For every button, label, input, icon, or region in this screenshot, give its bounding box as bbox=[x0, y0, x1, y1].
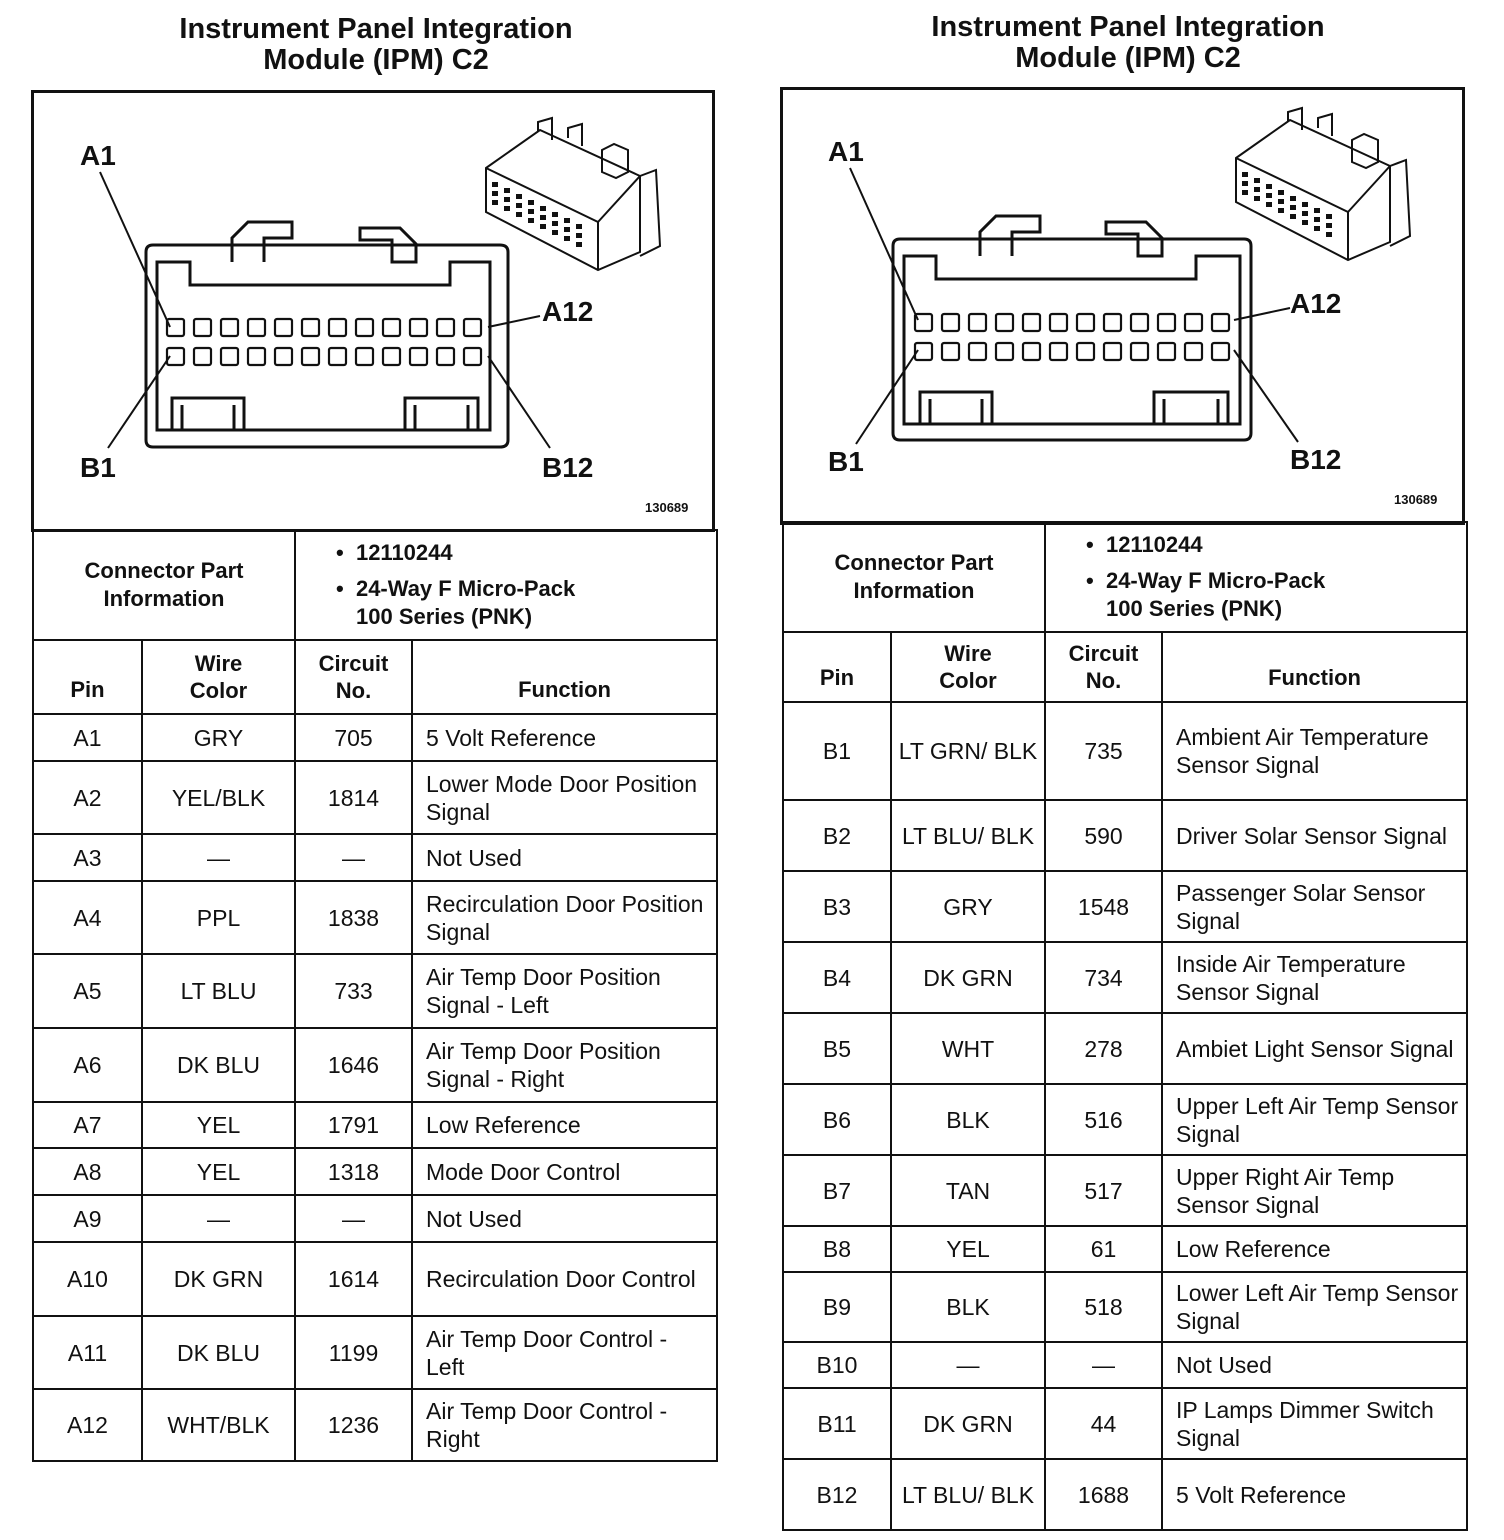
pin-cavity bbox=[942, 343, 959, 360]
pin-cavity bbox=[996, 343, 1013, 360]
connector-diagram bbox=[752, 0, 1504, 540]
table-row bbox=[33, 1316, 717, 1389]
iso-cavity bbox=[528, 209, 534, 214]
pin-cavity bbox=[383, 319, 400, 336]
function-cell: Air Temp Door Control - Right bbox=[412, 1389, 717, 1461]
circuit-cell: 1199 bbox=[295, 1316, 412, 1389]
wire-cell: GRY bbox=[142, 714, 295, 761]
pin-cell: B1 bbox=[783, 702, 891, 800]
table-row bbox=[33, 714, 717, 761]
iso-cavity bbox=[576, 233, 582, 238]
pin-cavity bbox=[167, 319, 184, 336]
iso-cavity bbox=[504, 197, 510, 202]
function-cell: Passenger Solar Sensor Signal bbox=[1162, 871, 1467, 942]
wire-cell: — bbox=[142, 834, 295, 881]
header-row bbox=[783, 632, 1467, 702]
wire-cell: — bbox=[891, 1342, 1045, 1388]
function-cell: Mode Door Control bbox=[412, 1148, 717, 1195]
pin-cavity bbox=[437, 319, 454, 336]
circuit-cell: — bbox=[295, 834, 412, 881]
pin-cell: B10 bbox=[783, 1342, 891, 1388]
iso-cavity bbox=[528, 218, 534, 223]
header-wire-color: Wire Color bbox=[142, 640, 295, 714]
pin-cell: B4 bbox=[783, 942, 891, 1013]
pin-cell: A11 bbox=[33, 1316, 142, 1389]
label-bottom-left: B1 bbox=[828, 446, 864, 477]
circuit-cell: 61 bbox=[1045, 1226, 1162, 1272]
iso-cavity bbox=[516, 212, 522, 217]
iso-cavity bbox=[1278, 208, 1284, 213]
figure-number: 130689 bbox=[645, 500, 689, 515]
pin-cavity bbox=[1077, 343, 1094, 360]
function-cell: Not Used bbox=[1162, 1342, 1467, 1388]
iso-cavity bbox=[564, 236, 570, 241]
wire-cell: WHT bbox=[891, 1013, 1045, 1084]
iso-cavity bbox=[564, 227, 570, 232]
iso-cavity bbox=[1290, 196, 1296, 201]
iso-cavity bbox=[1314, 217, 1320, 222]
wire-cell: LT BLU/ BLK bbox=[891, 1459, 1045, 1530]
connector-info-label: Connector Part Information bbox=[783, 522, 1045, 632]
iso-cavity bbox=[552, 221, 558, 226]
iso-cavity bbox=[1290, 214, 1296, 219]
function-cell: Ambiet Light Sensor Signal bbox=[1162, 1013, 1467, 1084]
circuit-cell: 734 bbox=[1045, 942, 1162, 1013]
iso-cavity bbox=[504, 188, 510, 193]
pin-cell: B7 bbox=[783, 1155, 891, 1226]
iso-cavity bbox=[576, 224, 582, 229]
circuit-cell: 518 bbox=[1045, 1272, 1162, 1342]
pin-cavity bbox=[221, 348, 238, 365]
iso-cavity bbox=[528, 200, 534, 205]
pin-cell: B3 bbox=[783, 871, 891, 942]
header-function: Function bbox=[412, 640, 717, 714]
wire-cell: PPL bbox=[142, 881, 295, 954]
table-row bbox=[33, 954, 717, 1028]
header-wire-color: Wire Color bbox=[891, 632, 1045, 702]
function-cell: Lower Mode Door Position Signal bbox=[412, 761, 717, 834]
circuit-cell: 590 bbox=[1045, 800, 1162, 871]
circuit-cell: 44 bbox=[1045, 1388, 1162, 1459]
iso-cavity bbox=[1242, 181, 1248, 186]
pin-cell: A2 bbox=[33, 761, 142, 834]
header-function: Function bbox=[1162, 632, 1467, 702]
pinout-table bbox=[782, 521, 1468, 1531]
iso-cavity bbox=[1278, 199, 1284, 204]
header-pin: Pin bbox=[33, 640, 142, 714]
pin-cavity bbox=[221, 319, 238, 336]
pin-cavities bbox=[167, 319, 481, 365]
wire-cell: GRY bbox=[891, 871, 1045, 942]
iso-cavity bbox=[1290, 205, 1296, 210]
function-cell: Not Used bbox=[412, 834, 717, 881]
table-row bbox=[33, 834, 717, 881]
function-cell: Not Used bbox=[412, 1195, 717, 1242]
pin-cell: A8 bbox=[33, 1148, 142, 1195]
wire-cell: — bbox=[142, 1195, 295, 1242]
pin-cell: A7 bbox=[33, 1102, 142, 1148]
iso-cavity bbox=[504, 206, 510, 211]
wire-cell: DK GRN bbox=[891, 942, 1045, 1013]
function-cell: Upper Left Air Temp Sensor Signal bbox=[1162, 1084, 1467, 1155]
table-row bbox=[33, 1242, 717, 1316]
function-cell: 5 Volt Reference bbox=[1162, 1459, 1467, 1530]
iso-cavity bbox=[1254, 196, 1260, 201]
wire-cell: YEL bbox=[142, 1148, 295, 1195]
wire-cell: WHT/BLK bbox=[142, 1389, 295, 1461]
circuit-cell: — bbox=[295, 1195, 412, 1242]
function-cell: Driver Solar Sensor Signal bbox=[1162, 800, 1467, 871]
circuit-cell: — bbox=[1045, 1342, 1162, 1388]
label-top-right: A12 bbox=[1290, 288, 1342, 319]
connector-info-label: Connector Part Information bbox=[33, 530, 295, 640]
iso-cavity bbox=[1242, 172, 1248, 177]
table-row bbox=[33, 1148, 717, 1195]
function-cell: Air Temp Door Control - Left bbox=[412, 1316, 717, 1389]
iso-cavity bbox=[576, 242, 582, 247]
table-row bbox=[783, 1272, 1467, 1342]
connector-info-value: • 12110244 • 24-Way F Micro-Pack 100 Series (PNK) bbox=[295, 530, 717, 640]
pin-cavity bbox=[1212, 314, 1229, 331]
function-cell: Recirculation Door Position Signal bbox=[412, 881, 717, 954]
connector-info-row bbox=[783, 522, 1467, 632]
pin-cavity bbox=[194, 319, 211, 336]
table-row bbox=[783, 1226, 1467, 1272]
circuit-cell: 1236 bbox=[295, 1389, 412, 1461]
iso-cavity bbox=[1302, 220, 1308, 225]
table-row bbox=[33, 1389, 717, 1461]
table-row bbox=[783, 871, 1467, 942]
pin-cavity bbox=[1158, 314, 1175, 331]
pin-cavity bbox=[1104, 343, 1121, 360]
pin-cell: B11 bbox=[783, 1388, 891, 1459]
pin-cavity bbox=[1131, 314, 1148, 331]
wire-cell: DK GRN bbox=[891, 1388, 1045, 1459]
function-cell: Inside Air Temperature Sensor Signal bbox=[1162, 942, 1467, 1013]
pin-cell: A3 bbox=[33, 834, 142, 881]
table-row bbox=[783, 800, 1467, 871]
iso-cavity bbox=[540, 224, 546, 229]
wire-cell: DK BLU bbox=[142, 1316, 295, 1389]
iso-cavity bbox=[492, 191, 498, 196]
table-row bbox=[783, 1459, 1467, 1530]
iso-cavity bbox=[1266, 202, 1272, 207]
pin-cavity bbox=[302, 319, 319, 336]
function-cell: Low Reference bbox=[412, 1102, 717, 1148]
pin-cavity bbox=[464, 348, 481, 365]
pin-cavity bbox=[410, 348, 427, 365]
pin-cell: A12 bbox=[33, 1389, 142, 1461]
pin-cavities bbox=[915, 314, 1229, 360]
pin-cell: A5 bbox=[33, 954, 142, 1028]
pin-cell: A6 bbox=[33, 1028, 142, 1102]
table-row bbox=[783, 1342, 1467, 1388]
iso-cavity bbox=[540, 206, 546, 211]
pin-cavity bbox=[1185, 314, 1202, 331]
iso-cavity bbox=[564, 218, 570, 223]
pin-cell: A9 bbox=[33, 1195, 142, 1242]
pin-cavity bbox=[194, 348, 211, 365]
iso-cavity bbox=[1254, 178, 1260, 183]
pin-cavity bbox=[356, 319, 373, 336]
circuit-cell: 516 bbox=[1045, 1084, 1162, 1155]
function-cell: Lower Left Air Temp Sensor Signal bbox=[1162, 1272, 1467, 1342]
panel-title: Instrument Panel Integration Module (IPM) C2 bbox=[931, 11, 1325, 74]
function-cell: Ambient Air Temperature Sensor Signal bbox=[1162, 702, 1467, 800]
circuit-cell: 733 bbox=[295, 954, 412, 1028]
pin-cavity bbox=[1185, 343, 1202, 360]
pin-cavity bbox=[356, 348, 373, 365]
iso-cavity bbox=[1266, 184, 1272, 189]
iso-cavity bbox=[1314, 208, 1320, 213]
pin-cavity bbox=[248, 319, 265, 336]
pin-cavity bbox=[1050, 314, 1067, 331]
iso-cavity bbox=[1326, 232, 1332, 237]
pin-cavity bbox=[942, 314, 959, 331]
circuit-cell: 1614 bbox=[295, 1242, 412, 1316]
wire-cell: YEL bbox=[891, 1226, 1045, 1272]
pinout-rows bbox=[783, 702, 1467, 1530]
function-cell: Low Reference bbox=[1162, 1226, 1467, 1272]
circuit-cell: 1548 bbox=[1045, 871, 1162, 942]
function-cell: Upper Right Air Temp Sensor Signal bbox=[1162, 1155, 1467, 1226]
right-panel bbox=[752, 0, 1504, 1540]
iso-cavity bbox=[516, 194, 522, 199]
pin-cavity bbox=[383, 348, 400, 365]
pin-cell: B9 bbox=[783, 1272, 891, 1342]
iso-cavity bbox=[1266, 193, 1272, 198]
wire-cell: YEL/BLK bbox=[142, 761, 295, 834]
function-cell: Recirculation Door Control bbox=[412, 1242, 717, 1316]
circuit-cell: 278 bbox=[1045, 1013, 1162, 1084]
wire-cell: BLK bbox=[891, 1084, 1045, 1155]
function-cell: Air Temp Door Position Signal - Right bbox=[412, 1028, 717, 1102]
table-row bbox=[783, 1013, 1467, 1084]
table-row bbox=[783, 1084, 1467, 1155]
pin-cavity bbox=[996, 314, 1013, 331]
pin-cavity bbox=[410, 319, 427, 336]
pin-cavity bbox=[1212, 343, 1229, 360]
label-top-left: A1 bbox=[80, 140, 116, 171]
circuit-cell: 517 bbox=[1045, 1155, 1162, 1226]
iso-cavity bbox=[1302, 211, 1308, 216]
table-row bbox=[33, 1028, 717, 1102]
circuit-cell: 1814 bbox=[295, 761, 412, 834]
iso-cavity bbox=[492, 182, 498, 187]
pin-cavity bbox=[1023, 343, 1040, 360]
pin-cavity bbox=[275, 319, 292, 336]
table-row bbox=[33, 881, 717, 954]
circuit-cell: 705 bbox=[295, 714, 412, 761]
iso-cavity bbox=[492, 200, 498, 205]
function-cell: IP Lamps Dimmer Switch Signal bbox=[1162, 1388, 1467, 1459]
iso-cavity bbox=[552, 212, 558, 217]
function-cell: Air Temp Door Position Signal - Left bbox=[412, 954, 717, 1028]
pin-cavity bbox=[329, 348, 346, 365]
pin-cavity bbox=[969, 343, 986, 360]
circuit-cell: 1838 bbox=[295, 881, 412, 954]
wire-cell: BLK bbox=[891, 1272, 1045, 1342]
connector-info-value: • 12110244 • 24-Way F Micro-Pack 100 Series (PNK) bbox=[1045, 522, 1467, 632]
pin-cell: B2 bbox=[783, 800, 891, 871]
function-cell: 5 Volt Reference bbox=[412, 714, 717, 761]
wire-cell: LT GRN/ BLK bbox=[891, 702, 1045, 800]
wire-cell: TAN bbox=[891, 1155, 1045, 1226]
figure-number: 130689 bbox=[1394, 492, 1438, 507]
pin-cell: B5 bbox=[783, 1013, 891, 1084]
header-pin: Pin bbox=[783, 632, 891, 702]
iso-cavity bbox=[1326, 223, 1332, 228]
pin-cavity bbox=[1050, 343, 1067, 360]
pin-cavity bbox=[302, 348, 319, 365]
table-row bbox=[33, 1195, 717, 1242]
wire-cell: DK BLU bbox=[142, 1028, 295, 1102]
wire-cell: DK GRN bbox=[142, 1242, 295, 1316]
iso-cavity bbox=[1314, 226, 1320, 231]
circuit-cell: 1688 bbox=[1045, 1459, 1162, 1530]
table-row bbox=[783, 1388, 1467, 1459]
label-top-right: A12 bbox=[542, 296, 594, 327]
iso-cavity bbox=[552, 230, 558, 235]
circuit-cell: 1791 bbox=[295, 1102, 412, 1148]
connector-info-row bbox=[33, 530, 717, 640]
iso-cavity bbox=[516, 203, 522, 208]
table-row bbox=[33, 761, 717, 834]
pin-cavity bbox=[969, 314, 986, 331]
pin-cell: B12 bbox=[783, 1459, 891, 1530]
wire-cell: LT BLU bbox=[142, 954, 295, 1028]
label-bottom-left: B1 bbox=[80, 452, 116, 483]
pin-cavity bbox=[464, 319, 481, 336]
pin-cavity bbox=[329, 319, 346, 336]
pin-cavity bbox=[248, 348, 265, 365]
pin-cavity bbox=[1131, 343, 1148, 360]
pin-cavity bbox=[1104, 314, 1121, 331]
circuit-cell: 1646 bbox=[295, 1028, 412, 1102]
pin-cavity bbox=[1023, 314, 1040, 331]
circuit-cell: 1318 bbox=[295, 1148, 412, 1195]
pin-cavity bbox=[1158, 343, 1175, 360]
table-row bbox=[783, 1155, 1467, 1226]
label-top-left: A1 bbox=[828, 136, 864, 167]
table-row bbox=[783, 942, 1467, 1013]
pin-cell: A10 bbox=[33, 1242, 142, 1316]
label-bottom-right: B12 bbox=[1290, 444, 1342, 475]
iso-cavity bbox=[1326, 214, 1332, 219]
table-row bbox=[783, 702, 1467, 800]
label-bottom-right: B12 bbox=[542, 452, 594, 483]
header-circuit: Circuit No. bbox=[295, 640, 412, 714]
iso-cavity bbox=[1242, 190, 1248, 195]
wire-cell: YEL bbox=[142, 1102, 295, 1148]
iso-cavity bbox=[1302, 202, 1308, 207]
header-circuit: Circuit No. bbox=[1045, 632, 1162, 702]
header-row bbox=[33, 640, 717, 714]
pin-cell: B8 bbox=[783, 1226, 891, 1272]
pin-cell: B6 bbox=[783, 1084, 891, 1155]
pin-cell: A4 bbox=[33, 881, 142, 954]
pin-cell: A1 bbox=[33, 714, 142, 761]
pin-cavity bbox=[437, 348, 454, 365]
pin-cavity bbox=[1077, 314, 1094, 331]
table-row bbox=[33, 1102, 717, 1148]
iso-cavity bbox=[1278, 190, 1284, 195]
iso-cavity bbox=[1254, 187, 1260, 192]
pinout-rows bbox=[33, 714, 717, 1461]
circuit-cell: 735 bbox=[1045, 702, 1162, 800]
iso-cavity bbox=[540, 215, 546, 220]
pinout-table bbox=[32, 529, 718, 1462]
pin-cavity bbox=[275, 348, 292, 365]
wire-cell: LT BLU/ BLK bbox=[891, 800, 1045, 871]
panel-title: Instrument Panel Integration Module (IPM) C2 bbox=[179, 13, 573, 76]
